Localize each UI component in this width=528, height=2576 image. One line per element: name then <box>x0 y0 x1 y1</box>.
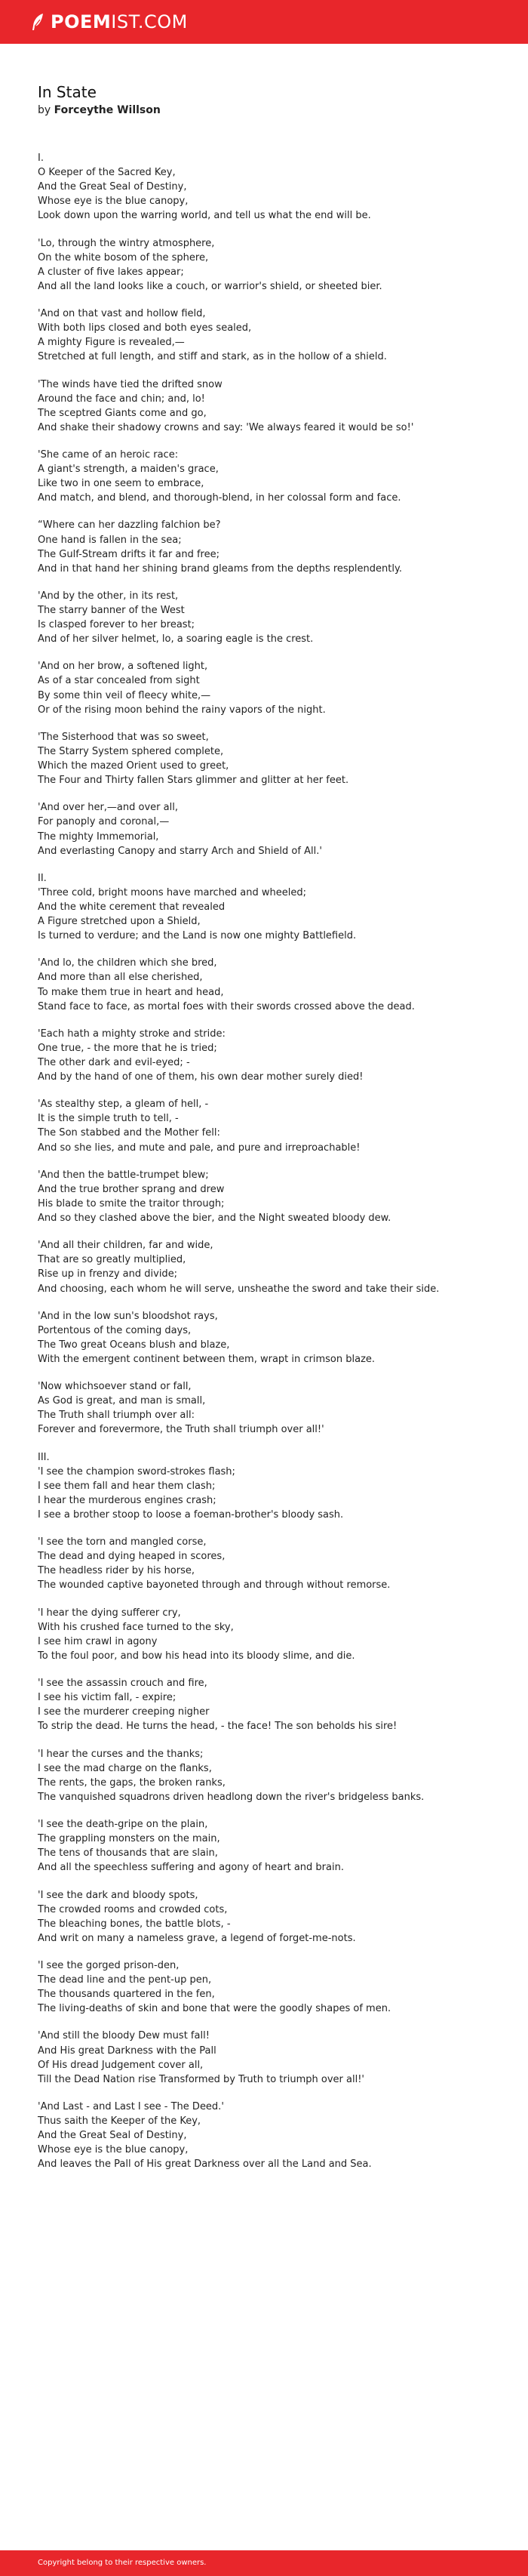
poem-line: 'And by the other, in its rest, <box>38 590 179 602</box>
poem-line: 'And on her brow, a softened light, <box>38 661 208 673</box>
poem-line: And the white cerement that revealed <box>38 901 226 913</box>
poem-line: 'And in the low sun's bloodshot rays, <box>38 1310 218 1322</box>
poem-line: A giant's strength, a maiden's grace, <box>38 464 219 476</box>
poem-line: I see his victim fall, - expire; <box>38 1692 177 1704</box>
poem-line: The wounded captive bayoneted through and through without remorse. <box>38 1579 391 1592</box>
stanza <box>38 2100 490 2171</box>
poem-line: The thousands quartered in the fen, <box>38 1989 215 2001</box>
poem-line: 'And still the bloody Dew must fall! <box>38 2030 210 2042</box>
logo-text-light: IST.COM <box>111 11 188 32</box>
poem-line: O Keeper of the Sacred Key, <box>38 167 176 179</box>
stanza <box>38 2029 490 2086</box>
stanza <box>38 1606 490 1663</box>
poem-line: To the foul poor, and bow his head into its bloody slime, and die. <box>38 1650 355 1662</box>
poem-line: And all the land looks like a couch, or warrior's shield, or sheeted bier. <box>38 280 382 292</box>
poem-line: On the white bosom of the sphere, <box>38 251 209 263</box>
poem-line: Portentous of the coming days, <box>38 1324 192 1336</box>
poem-line: With the emergent continent between them, wrapt in crimson blaze. <box>38 1353 376 1365</box>
poem-line: “Where can her dazzling falchion be? <box>38 519 221 532</box>
stanza <box>38 659 490 716</box>
poem-line: 'I hear the dying sufferer cry, <box>38 1607 181 1619</box>
poem-line: The Two great Oceans blush and blaze, <box>38 1339 230 1351</box>
stanza <box>38 730 490 787</box>
poem-line: Is clasped forever to her breast; <box>38 619 195 631</box>
author-link[interactable]: Forceythe Willson <box>54 104 161 116</box>
poem-line: Rise up in frenzy and divide; <box>38 1268 178 1280</box>
poem-line: A Figure stretched upon a Shield, <box>38 916 201 928</box>
part-label: III. <box>38 1451 50 1463</box>
poem-line: And more than all else cherished, <box>38 972 203 984</box>
stanza <box>38 1888 490 1946</box>
stanza <box>38 1450 490 1522</box>
poem-line: The Son stabbed and the Mother fell: <box>38 1127 220 1139</box>
poem-line: The dead and dying heaped in scores, <box>38 1551 226 1563</box>
poem-line: The grappling monsters on the main, <box>38 1833 220 1845</box>
stanza <box>38 448 490 505</box>
poem-line: 'Now whichsoever stand or fall, <box>38 1381 192 1393</box>
poem-line: The Gulf-Stream drifts it far and free; <box>38 548 219 560</box>
poem-line: 'I see the dark and bloody spots, <box>38 1889 198 1901</box>
poem-line: For panoply and coronal,— <box>38 816 170 828</box>
poem-line: And the true brother sprang and drew <box>38 1183 225 1195</box>
stanza <box>38 800 490 858</box>
poem-line: A cluster of five lakes appear; <box>38 266 184 278</box>
stanza <box>38 956 490 1013</box>
poem-line: The crowded rooms and crowded cots, <box>38 1903 228 1915</box>
poem-line: And in that hand her shining brand gleams from the depths resplendently. <box>38 562 402 575</box>
poem-line: The sceptred Giants come and go, <box>38 407 207 419</box>
poem-line: 'And then the battle-trumpet blew; <box>38 1169 209 1181</box>
poem-line: 'Lo, through the wintry atmosphere, <box>38 237 215 249</box>
poem-line: Around the face and chin; and, lo! <box>38 393 205 405</box>
poem-line: Thus saith the Keeper of the Key, <box>38 2115 201 2128</box>
poem-line: 'The Sisterhood that was so sweet, <box>38 731 209 743</box>
poem-line: 'I see the champion sword-strokes flash; <box>38 1465 235 1478</box>
site-footer <box>0 2550 528 2576</box>
poem-line: The bleaching bones, the battle blots, - <box>38 1918 231 1930</box>
poem-body <box>38 151 490 2171</box>
poem-line: 'And on that vast and hollow field, <box>38 308 206 320</box>
part-label: II. <box>38 872 47 884</box>
poem-line: And so she lies, and mute and pale, and pure and irreproachable! <box>38 1142 361 1154</box>
poem-line: The mighty Immemorial, <box>38 830 159 843</box>
copyright-notice: Copyright belong to their respective owners. <box>38 2559 207 2567</box>
stanza <box>38 1168 490 1225</box>
poem-line: Is turned to verdure; and the Land is now one mighty Battlefield. <box>38 930 357 942</box>
stanza <box>38 518 490 575</box>
poem-line: A mighty Figure is revealed,— <box>38 337 185 349</box>
poem-line: Which the mazed Orient used to greet, <box>38 760 229 772</box>
poem-line: Stand face to face, as mortal foes with their swords crossed above the dead. <box>38 1000 415 1012</box>
poem-line: 'As stealthy step, a gleam of hell, - <box>38 1098 209 1111</box>
site-header <box>0 0 528 44</box>
poem-line: 'And lo, the children which she bred, <box>38 957 217 969</box>
poem-line: The headless rider by his horse, <box>38 1565 195 1577</box>
poem-line: The Truth shall triumph over all: <box>38 1410 195 1422</box>
stanza <box>38 1535 490 1592</box>
poem-line: 'I see the gorged prison-den, <box>38 1960 180 1971</box>
poem-line: 'I hear the curses and the thanks; <box>38 1748 204 1760</box>
stanza <box>38 871 490 943</box>
poem-line: And by the hand of one of them, his own dear mother surely died! <box>38 1071 364 1083</box>
poem-line: 'I see the torn and mangled corse, <box>38 1536 207 1548</box>
stanza <box>38 1817 490 1875</box>
poem-line: The Starry System sphered complete, <box>38 745 224 757</box>
poem-line: 'I see the assassin crouch and fire, <box>38 1678 207 1690</box>
poem-line: I see them fall and hear them clash; <box>38 1480 216 1492</box>
poem-line: 'I see the death-gripe on the plain, <box>38 1819 208 1831</box>
poem-line: 'And over her,—and over all, <box>38 802 178 814</box>
poem-line: And of her silver helmet, lo, a soaring eagle is the crest. <box>38 633 314 646</box>
poem-line: 'Each hath a mighty stroke and stride: <box>38 1028 226 1040</box>
poem-line: I hear the murderous engines crash; <box>38 1494 216 1506</box>
poem-line: And the Great Seal of Destiny, <box>38 2130 187 2142</box>
poem-line: Look down upon the warring world, and tell us what the end will be. <box>38 210 371 222</box>
poem-line: It is the simple truth to tell, - <box>38 1113 179 1125</box>
stanza <box>38 307 490 364</box>
poem-line: I see the murderer creeping nigher <box>38 1706 210 1718</box>
stanza <box>38 377 490 435</box>
stanza <box>38 1027 490 1084</box>
stanza <box>38 236 490 294</box>
poem-article <box>38 82 490 2185</box>
poem-line: That are so greatly multiplied, <box>38 1254 186 1266</box>
part-label: I. <box>38 153 44 164</box>
poem-line: As of a star concealed from sight <box>38 675 200 687</box>
poem-line: To strip the dead. He turns the head, - the face! The son beholds his sire! <box>38 1721 398 1733</box>
poem-line: 'Three cold, bright moons have marched and wheeled; <box>38 886 307 898</box>
poem-line: And choosing, each whom he will serve, unsheathe the sword and take their side. <box>38 1283 440 1295</box>
poem-line: The dead line and the pent-up pen, <box>38 1974 212 1986</box>
logo-text-bold: POEM <box>51 11 112 32</box>
poem-line: As God is great, and man is small, <box>38 1395 206 1407</box>
poem-line: And everlasting Canopy and starry Arch and Shield of All.' <box>38 845 322 857</box>
poem-line: I see a brother stoop to loose a foeman-brother's bloody sash. <box>38 1509 344 1521</box>
poem-line: And writ on many a nameless grave, a legend of forget-me-nots. <box>38 1932 356 1944</box>
poem-line: I see him crawl in agony <box>38 1635 158 1647</box>
poem-line: The starry banner of the West <box>38 605 185 616</box>
poem-line: His blade to smite the traitor through; <box>38 1197 225 1209</box>
poem-line: To make them true in heart and head, <box>38 986 224 998</box>
poem-line: Or of the rising moon behind the rainy vapors of the night. <box>38 704 326 716</box>
poem-title: In State <box>38 83 97 101</box>
poem-line: Whose eye is the blue canopy, <box>38 196 189 208</box>
poem-line: I see the mad charge on the flanks, <box>38 1762 212 1774</box>
poem-line: By some thin veil of fleecy white,— <box>38 689 211 701</box>
poem-line: The other dark and evil-eyed; - <box>38 1057 190 1068</box>
poem-line: And so they clashed above the bier, and the Night sweated bloody dew. <box>38 1213 391 1225</box>
stanza <box>38 1379 490 1437</box>
poem-line: The rents, the gaps, the broken ranks, <box>38 1776 226 1789</box>
poem-line: Like two in one seem to embrace, <box>38 478 204 490</box>
poem-line: The Four and Thirty fallen Stars glimmer and glitter at her feet. <box>38 775 349 787</box>
byline-prefix: by <box>38 104 51 116</box>
poem-line: Till the Dead Nation rise Transformed by Truth to triumph over all!' <box>38 2073 364 2085</box>
poem-line: And His great Darkness with the Pall <box>38 2044 216 2057</box>
poem-line: Stretched at full length, and stiff and stark, as in the hollow of a shield. <box>38 351 387 363</box>
poem-line: And the Great Seal of Destiny, <box>38 181 187 193</box>
poem-line: One hand is fallen in the sea; <box>38 534 182 546</box>
poem-line: One true, - the more that he is tried; <box>38 1042 217 1054</box>
poem-line: The tens of thousands that are slain, <box>38 1847 218 1860</box>
poem-line: And all the speechless suffering and agony of heart and brain. <box>38 1862 344 1874</box>
poem-line: With both lips closed and both eyes sealed, <box>38 322 252 334</box>
site-logo-link[interactable] <box>30 9 188 35</box>
poem-line: The living-deaths of skin and bone that were the goodly shapes of men. <box>38 2003 391 2015</box>
stanza <box>38 1958 490 2016</box>
stanza <box>38 1238 490 1296</box>
stanza <box>38 1676 490 1733</box>
poem-line: 'And all their children, far and wide, <box>38 1240 213 1252</box>
stanza <box>38 1309 490 1367</box>
stanza <box>38 151 490 223</box>
stanza <box>38 1747 490 1804</box>
poem-line: And leaves the Pall of His great Darkness over all the Land and Sea. <box>38 2158 372 2171</box>
poem-line: Forever and forevermore, the Truth shall triumph over all!' <box>38 1424 324 1436</box>
stanza <box>38 1097 490 1154</box>
poem-line: 'The winds have tied the drifted snow <box>38 378 223 390</box>
poem-line: Whose eye is the blue canopy, <box>38 2144 189 2156</box>
poem-line: With his crushed face turned to the sky, <box>38 1621 234 1633</box>
poem-line: 'She came of an heroic race: <box>38 448 179 461</box>
poem-line: 'And Last - and Last I see - The Deed.' <box>38 2100 224 2112</box>
poem-byline <box>38 103 490 118</box>
quill-icon <box>30 13 45 31</box>
stanza <box>38 589 490 646</box>
poem-line: The vanquished squadrons driven headlong down the river's bridgeless banks. <box>38 1791 425 1803</box>
poem-line: And match, and blend, and thorough-blend, in her colossal form and face. <box>38 492 401 504</box>
poem-line: Of His dread Judgement cover all, <box>38 2059 204 2071</box>
poem-line: And shake their shadowy crowns and say: 'We always feared it would be so!' <box>38 421 414 433</box>
